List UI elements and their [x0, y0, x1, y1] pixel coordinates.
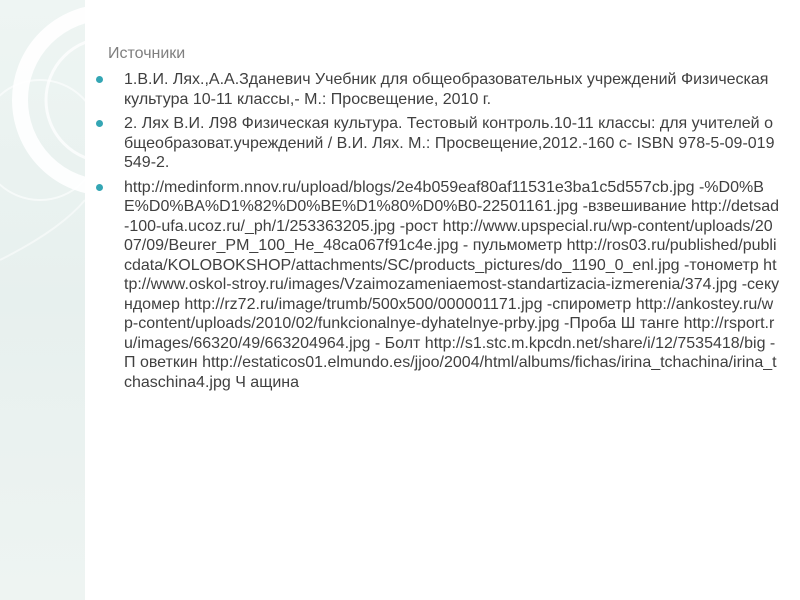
list-item-text: http://medinform.nnov.ru/upload/blogs/2e4b059eaf80af11531e3ba1c5d557cb.jpg -%D0%BE%D0%BA%D1%82%D0%BE%D1%80%D0%B0-22501161.jpg -взвешивание http://detsad-100-ufa.ucoz.ru/_ph/1/253363205.jpg -рост http://www.upspecial.ru/wp-content/uploads/2007/09/Beurer_PM_100_He_48ca067f91c4e.jpg - пульмометр http://ros03.ru/published/publicdata/KOLOBOKSHOP/attachments/SC/products_pictures/do_1190_0_enl.jpg -тонометр http://www.oskol-stroy.ru/images/Vzaimozameniaemost-standartizacia-izmerenia/374.jpg -секундомер http://rz72.ru/image/trumb/500x500/000001171.jpg -спирометр http://ankostey.ru/wp-content/uploads/2010/02/funkcionalnye-dyhatelnye-prby.jpg -Проба Ш танге http://rsport.ru/images/66320/49/663204964.jpg - Болт http://s1.stc.m.kpcdn.net/share/i/12/7535418/big - П оветкин http://estaticos01.elmundo.es/jjoo/2004/html/albums/fichas/irina_tchachina/irina_tchaschina4.jpg Ч ащина [124, 178, 780, 391]
list-item [108, 178, 780, 393]
list-item [108, 114, 780, 173]
bullet-icon [96, 76, 103, 83]
sources-content [108, 44, 780, 397]
list-item-text: 2. Лях В.И. Л98 Физическая культура. Тестовый контроль.10-11 классы: для учителей общеобразоват.учреждений / В.И. Лях. М.: Просвещение,2012.-160 с- ISBN 978-5-09-019549-2. [124, 115, 775, 171]
bullet-icon [96, 184, 103, 191]
sources-list [108, 70, 780, 392]
list-item-text: 1.В.И. Лях.,А.А.Зданевич Учебник для общеобразовательных учреждений Физическая культура 10-11 классы,- М.: Просвещение, 2010 г. [124, 71, 769, 108]
bullet-icon [96, 120, 103, 127]
list-item [108, 70, 780, 109]
slide-title: Источники [108, 45, 186, 62]
